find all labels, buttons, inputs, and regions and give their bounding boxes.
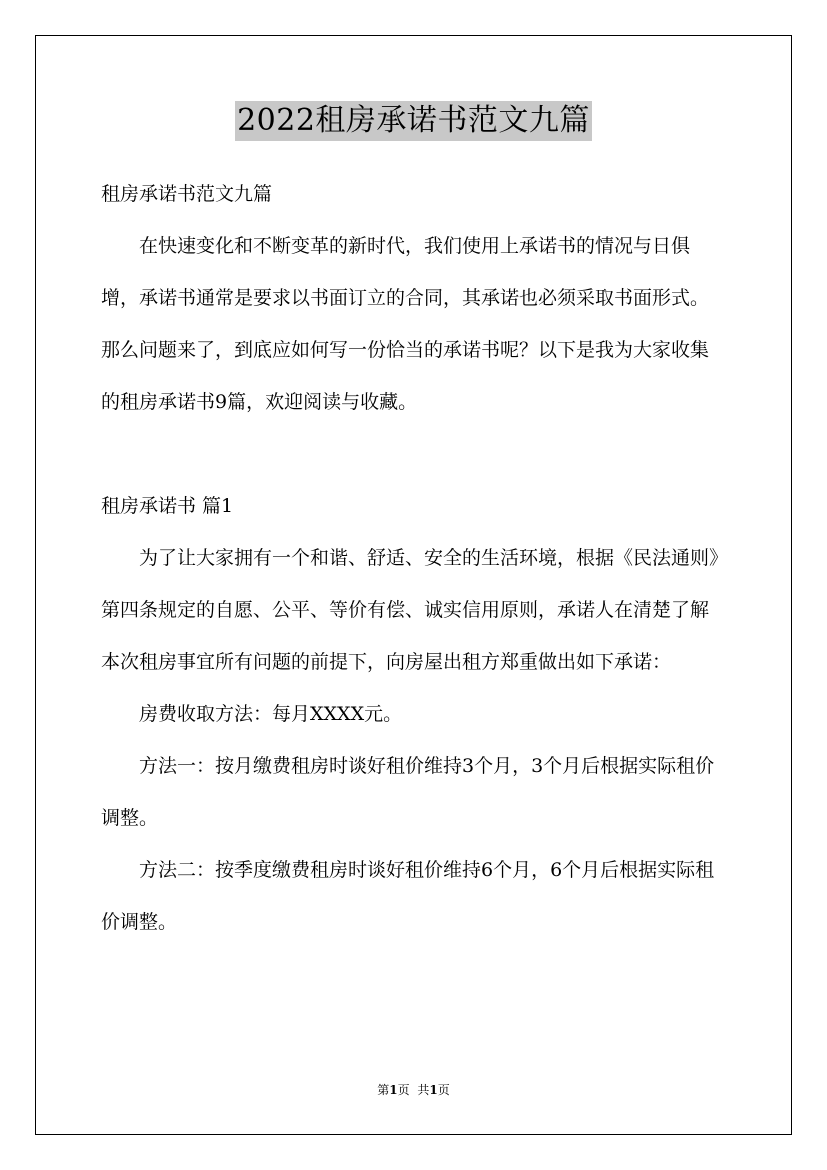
document-subtitle: 租房承诺书范文九篇 [101,183,273,205]
section-paragraph-2: 房费收取方法：每月XXXX元。 [139,703,403,725]
section-paragraph-4: 方法二：按季度缴费租房时谈好租价维持6个月，6个月后根据实际租价调整。 [101,859,715,933]
total-page-number: 1 [429,1083,438,1097]
current-page-number: 1 [389,1083,398,1097]
document-title: 2022租房承诺书范文九篇 [235,101,592,141]
section-heading: 租房承诺书 篇1 [101,495,234,517]
section-paragraph-1: 为了让大家拥有一个和谐、舒适、安全的生活环境，根据《民法通则》第四条规定的自愿、公平、等价有偿、诚实信用原则，承诺人在清楚了解本次租房事宜所有问题的前提下，向房屋出租方郑重做出如下承诺： [101,547,719,673]
page-prefix: 第 [377,1083,390,1097]
page-suffix: 页 [397,1083,410,1097]
paragraph-spacer [101,428,727,480]
page-footer [0,1082,827,1098]
section-paragraph-3: 方法一：按月缴费租房时谈好租价维持3个月，3个月后根据实际租价调整。 [101,755,715,829]
total-prefix: 共 [417,1083,430,1097]
intro-paragraph: 在快速变化和不断变革的新时代，我们使用上承诺书的情况与日俱增，承诺书通常是要求以书面订立的合同，其承诺也必须采取书面形式。那么问题来了，到底应如何写一份恰当的承诺书呢？以下是我为大家收集的租房承诺书9篇，欢迎阅读与收藏。 [101,235,710,413]
total-suffix: 页 [437,1083,450,1097]
title-area [0,101,827,141]
document-body [101,168,727,948]
